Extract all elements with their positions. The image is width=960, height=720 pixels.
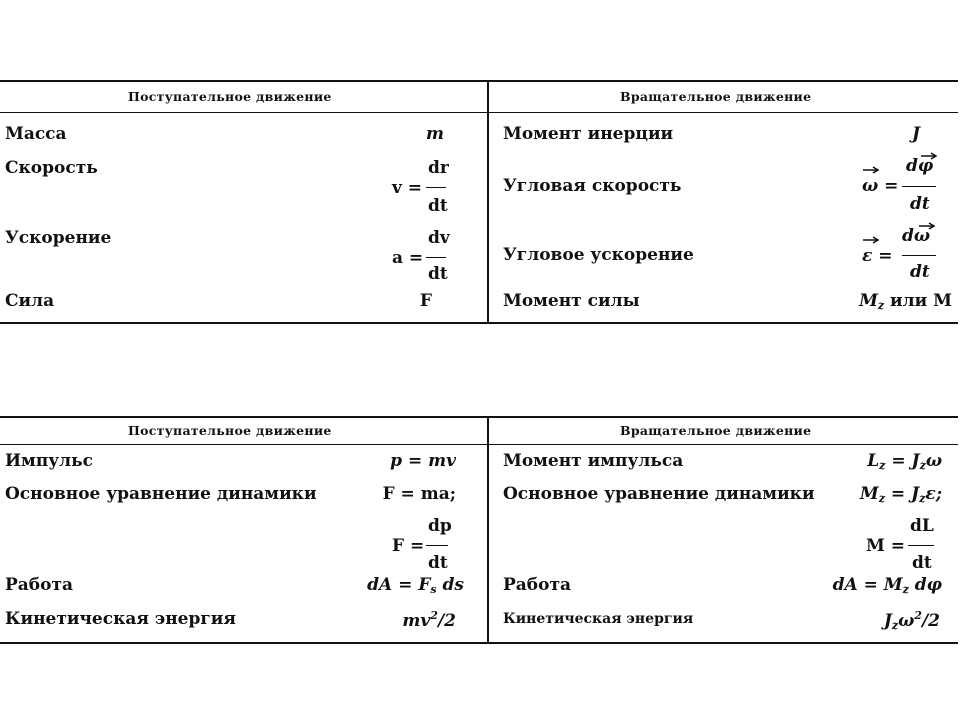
formula-force-derivative-denominator: dt [428, 553, 448, 573]
label-kinetic-energy-translational: Кинетическая энергия [5, 609, 236, 629]
formula-angular-acceleration [862, 222, 942, 284]
formula-work-translational-b: ds [436, 575, 464, 595]
formula-angular-velocity-denominator: dt [910, 194, 930, 214]
formula-ke-rotational-b: ω [898, 611, 915, 631]
formula-work-translational-sub: s [430, 583, 437, 596]
formula-dynamics-rotational-a-sub: z [878, 492, 885, 505]
formula-angular-acceleration-lhs: ε = [862, 246, 893, 266]
table2-column-divider [487, 418, 489, 642]
formula-work-translational-a: dA = F [367, 575, 431, 595]
formula-torque-derivative-numerator: dL [910, 516, 934, 536]
label-mass: Масса [5, 124, 67, 144]
formula-dynamics-rotational [830, 484, 942, 505]
fraction-bar [908, 545, 934, 546]
formula-dynamics-rotational-c: ε; [925, 484, 942, 504]
label-angular-momentum: Момент импульса [503, 451, 684, 471]
formula-work-rotational [830, 575, 942, 596]
formula-work-rotational-a: dA = M [832, 575, 903, 595]
formula-dynamics-translational: F = ma; [382, 484, 456, 504]
table1-top-rule [0, 80, 958, 82]
formula-dynamics-rotational-b: J [911, 484, 920, 504]
formula-ke-rotational-c: /2 [921, 611, 940, 631]
vector-arrow-icon [862, 236, 880, 244]
formula-ke-rotational-sub: z [891, 619, 899, 632]
formula-acceleration-numerator: dv [428, 228, 450, 248]
formula-velocity [392, 158, 452, 216]
formula-ke-translational-b: /2 [437, 611, 456, 631]
formula-force: F [419, 291, 432, 311]
table2-header-rule [0, 444, 958, 445]
label-torque: Момент силы [503, 291, 640, 311]
formula-angular-momentum-b: J [911, 451, 920, 471]
fraction-bar [902, 186, 936, 187]
formula-angular-acceleration-numerator: dω [902, 226, 931, 246]
label-moment-of-inertia: Момент инерции [503, 124, 674, 144]
table1-column-divider [487, 82, 489, 322]
formula-dynamics-rotational-b-sub: z [919, 492, 926, 505]
label-kinetic-energy-rotational: Кинетическая энергия [503, 611, 694, 627]
formula-torque-derivative-lhs: M = [866, 536, 905, 556]
formula-force-derivative-lhs: F = [392, 536, 425, 556]
fraction-bar [902, 255, 936, 256]
formula-angular-momentum-c: ω [925, 451, 942, 471]
formula-angular-momentum-b-sub: z [919, 459, 926, 472]
label-angular-acceleration: Угловое ускорение [503, 245, 694, 265]
label-work-translational: Работа [5, 575, 74, 595]
formula-ke-translational-sup: 2 [430, 609, 438, 622]
formula-angular-velocity [862, 152, 942, 216]
formula-work-rotational-sub: z [902, 583, 909, 596]
formula-angular-momentum-eq: = [885, 451, 912, 471]
vector-arrow-icon [862, 166, 880, 174]
table1-bottom-rule [0, 322, 958, 324]
formula-force-derivative-numerator: dp [428, 516, 452, 536]
formula-kinetic-energy-translational [380, 609, 456, 631]
label-force: Сила [5, 291, 55, 311]
formula-torque-sub: z [877, 299, 885, 312]
formula-torque-derivative [866, 516, 942, 574]
formula-acceleration-denominator: dt [428, 264, 448, 284]
formula-ke-translational-a: mv [402, 611, 431, 631]
formula-torque-rest: или M [884, 291, 952, 311]
formula-kinetic-energy-rotational [850, 609, 940, 632]
formula-angular-velocity-lhs: ω = [862, 176, 899, 196]
table1-header-rule [0, 112, 958, 113]
table2-header-rotational: Вращательное движение [620, 423, 812, 438]
formula-momentum: p = mv [390, 451, 456, 471]
formula-velocity-denominator: dt [428, 196, 448, 216]
table2-top-rule [0, 416, 958, 418]
formula-acceleration [392, 228, 452, 286]
formula-dynamics-rotational-a: M [859, 484, 879, 504]
formula-angular-velocity-numerator: dφ [906, 156, 934, 176]
table1-header-translational: Поступательное движение [128, 89, 332, 104]
formula-force-derivative [392, 516, 456, 574]
formula-torque-derivative-denominator: dt [912, 553, 932, 573]
formula-torque-main: M [859, 291, 878, 311]
formula-angular-momentum [830, 451, 942, 472]
table2-bottom-rule [0, 642, 958, 644]
fraction-bar [426, 187, 446, 188]
formula-work-rotational-b: dφ [908, 575, 942, 595]
formula-angular-momentum-a: L [867, 451, 880, 471]
formula-velocity-numerator: dr [428, 158, 449, 178]
formula-moment-of-inertia: J [911, 124, 920, 144]
formula-angular-acceleration-denominator: dt [910, 262, 930, 282]
formula-work-translational [360, 575, 464, 596]
formula-acceleration-lhs: a = [392, 248, 424, 268]
formula-ke-rotational-a: J [883, 611, 892, 631]
label-acceleration: Ускорение [5, 228, 112, 248]
formula-torque [820, 291, 952, 312]
formula-angular-momentum-a-sub: z [879, 459, 886, 472]
label-angular-velocity: Угловая скорость [503, 176, 682, 196]
label-momentum: Импульс [5, 451, 94, 471]
label-dynamics-equation-translational: Основное уравнение динамики [5, 484, 317, 504]
formula-mass: m [426, 124, 444, 144]
fraction-bar [426, 545, 448, 546]
label-dynamics-equation-rotational: Основное уравнение динамики [503, 484, 815, 504]
table2-header-translational: Поступательное движение [128, 423, 332, 438]
formula-dynamics-rotational-eq: = [884, 484, 912, 504]
formula-ke-rotational-sup: 2 [914, 609, 922, 622]
formula-velocity-lhs: v = [392, 178, 423, 198]
label-work-rotational: Работа [503, 575, 572, 595]
label-velocity: Скорость [5, 158, 98, 178]
fraction-bar [426, 257, 446, 258]
table1-header-rotational: Вращательное движение [620, 89, 812, 104]
